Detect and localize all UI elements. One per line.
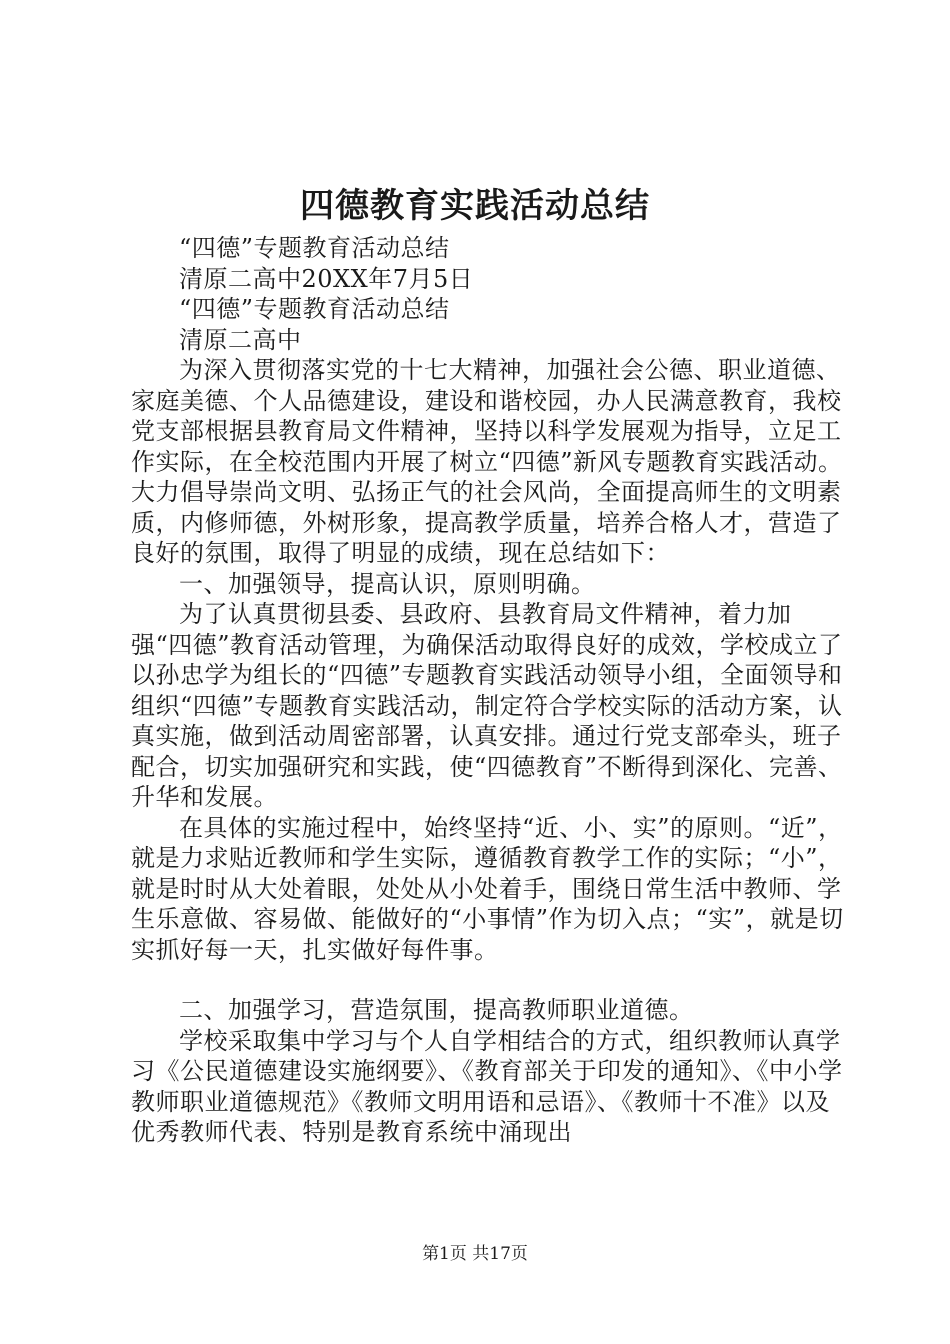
paragraph-school-date: 清原二高中20XX年7月5日 — [179, 264, 474, 293]
section-heading-1: 一、加强领导，提高认识，原则明确。 — [179, 569, 596, 598]
document-title: 四德教育实践活动总结 — [300, 186, 650, 226]
document-body — [131, 233, 851, 1148]
paragraph-leadership: 为了认真贯彻县委、县政府、县教育局文件精神，着力加强“四德”教育活动管理，为确保活动取得良好的成效，学校成立了以孙忠学为组长的“四德”专题教育实践活动领导小组，全面领导和组织“四德”专题教育实践活动，制定符合学校实际的活动方案，认真实施，做到活动周密部署，认真安排。通过行党支部牵头，班子配合，切实加强研究和实践，使“四德教育”不断得到深化、完善、升华和发展。 — [131, 600, 843, 811]
paragraph-study: 学校采取集中学习与个人自学相结合的方式，组织教师认真学习《公民道德建设实施纲要》、《教育部关于印发的通知》、《中小学教师职业道德规范》《教师文明用语和忌语》、《教师十不准》以及优秀教师代表、特别是教育系统中涌现出 — [131, 1026, 843, 1146]
paragraph-subtitle: “四德”专题教育活动总结 — [179, 234, 450, 262]
paragraph-school: 清原二高中 — [179, 325, 302, 354]
paragraph-principles: 在具体的实施过程中，始终坚持“近、小、实”的原则。“近”，就是力求贴近教师和学生实际，遵循教育教学工作的实际；“小”，就是时时从大处着眼，处处从小处着手，围绕日常生活中教师、学生乐意做、容易做、能做好的“小事情”作为切入点；“实”，就是切实抓好每一天，扎实做好每件事。 — [131, 813, 844, 964]
section-heading-2: 二、加强学习，营造氛围，提高教师职业道德。 — [179, 996, 694, 1024]
paragraph-subtitle-repeat: “四德”专题教育活动总结 — [179, 295, 450, 323]
page-indicator: 第1页 共17页 — [422, 1244, 528, 1264]
paragraph-intro: 为深入贯彻落实党的十七大精神，加强社会公德、职业道德、家庭美德、个人品德建设，建设和谐校园，办人民满意教育，我校党支部根据县教育局文件精神，坚持以科学发展观为指导，立足工作实际，在全校范围内开展了树立“四德”新风专题教育实践活动。大力倡导崇尚文明、弘扬正气的社会风尚，全面提高师生的文明素质，内修师德，外树形象，提高教学质量，培养合格人才，营造了良好的氛围，取得了明显的成绩，现在总结如下： — [131, 356, 843, 567]
